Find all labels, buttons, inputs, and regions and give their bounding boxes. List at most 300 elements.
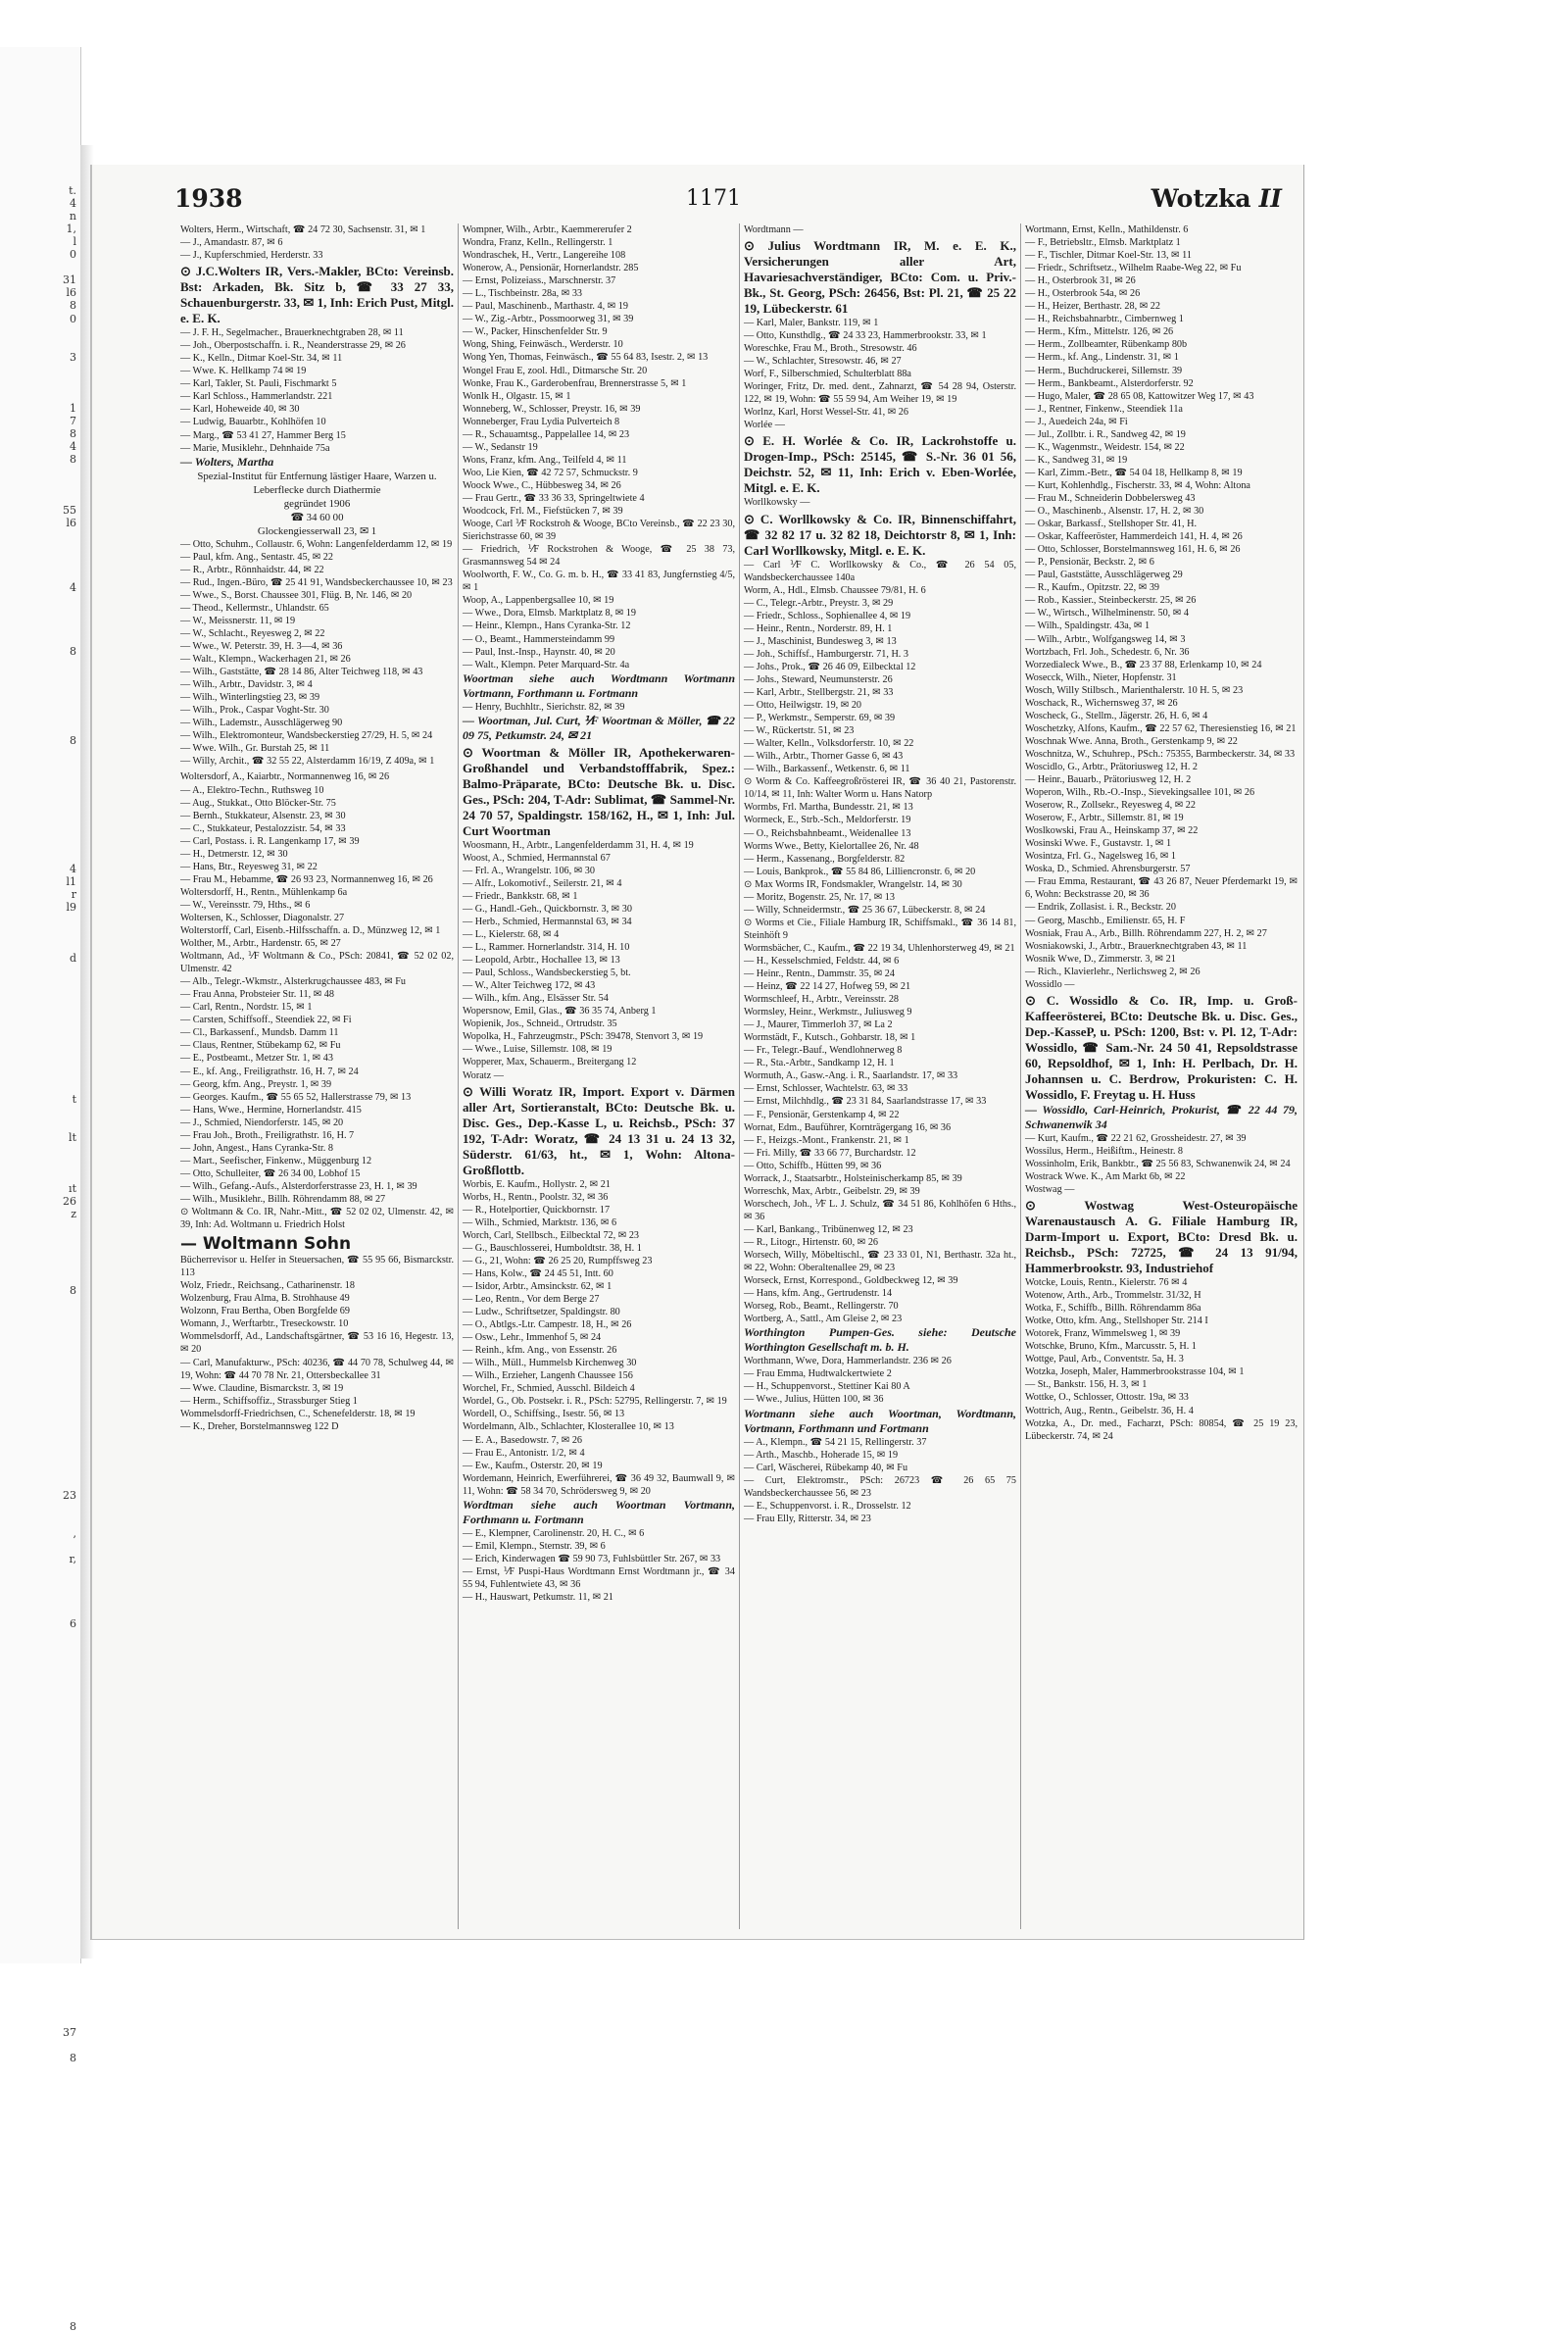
directory-entry: Woock Wwe., C., Hübbesweg 34, ✉ 26 <box>463 479 621 491</box>
directory-entry: — Willy, Archit., ☎ 32 55 22, Alsterdamm 16/19, Z 409a, ✉ 1 <box>180 756 435 768</box>
directory-entry: — A., Elektro-Techn., Ruthsweg 10 <box>180 784 324 796</box>
directory-entry: Woschnak Wwe. Anna, Broth., Gerstenkamp 9, ✉ 22 <box>1025 735 1238 747</box>
directory-entry: — Oskar, Kaffeeröster, Hammerdeich 141, H. 4, ✉ 26 <box>1025 531 1243 543</box>
previous-page-fragment: 8 <box>70 453 76 467</box>
directory-entry: — J., Maschinist, Bundesweg 3, ✉ 13 <box>744 635 897 647</box>
directory-entry: — Woltmann Sohn <box>180 1234 352 1255</box>
directory-entry: — W., Schlacht., Reyesweg 2, ✉ 22 <box>180 627 325 639</box>
directory-entry: ⊙ Wostwag West-Osteuropäische Warenaustausch A. G. Filiale Hamburg IR, Darm-Import u. Export, BCto: Dresd Bk. u. Reichsb., PSch: 72725, ☎ 24 13 91/94, Hammerbrookstr. 93, Industriehof <box>1025 1198 1298 1276</box>
previous-page-fragment: 8 <box>70 2320 76 2333</box>
directory-entry: Wortmann siehe auch Woortman, Wordtmann, Vortmann, Forthmann und Fortmann <box>744 1406 1016 1435</box>
directory-entry: — Walt., Klempn. Peter Marquard-Str. 4a <box>463 659 630 670</box>
directory-entry: — St., Bankstr. 156, H. 3, ✉ 1 <box>1025 1379 1148 1391</box>
directory-entry: — H., Schuppenvorst., Stettiner Kai 80 A <box>744 1381 910 1393</box>
directory-entry: Worzedialeck Wwe., B., ☎ 23 37 88, Erlenkamp 10, ✉ 24 <box>1025 659 1262 670</box>
directory-entry: — Karl, Takler, St. Pauli, Fischmarkt 5 <box>180 378 337 390</box>
directory-entry: — W., Alter Teichweg 172, ✉ 43 <box>463 980 596 992</box>
directory-entry: — Wilh., kfm. Ang., Elsässer Str. 54 <box>463 993 609 1005</box>
directory-entry: — Otto, Heilwigstr. 19, ✉ 20 <box>744 700 862 712</box>
directory-entry: ⊙ E. H. Worlée & Co. IR, Lackrohstoffe u. Drogen-Imp., PSch: 25145, ☎ S.-Nr. 36 01 56, Deichstr. 52, ✉ 11, Inh: Erich v. Eben-Worlée, Mitgl. e. E. K. <box>744 433 1016 496</box>
previous-page-fragment: z <box>71 1208 76 1220</box>
previous-page-fragment: 0 <box>70 312 76 325</box>
directory-entry: Wosinski Wwe. F., Gustavstr. 1, ✉ 1 <box>1025 838 1172 850</box>
directory-entry: — O., Maschinenb., Alsenstr. 17, H. 2, ✉ 30 <box>1025 506 1204 518</box>
directory-entry: Woltersdorf, A., Kaiarbtr., Normannenweg 16, ✉ 26 <box>180 771 390 783</box>
directory-entry: Wolther, M., Arbtr., Hardenstr. 65, ✉ 27 <box>180 938 341 950</box>
previous-page-fragment: 26 <box>63 1194 76 1208</box>
directory-entry: — C., Telegr.-Arbtr., Preystr. 3, ✉ 29 <box>744 597 894 609</box>
directory-entry: — Wwe., Julius, Hütten 100, ✉ 36 <box>744 1394 884 1406</box>
directory-entry: — H., Detmerstr. 12, ✉ 30 <box>180 848 288 860</box>
directory-entry: — Carl, Rentn., Nordstr. 15, ✉ 1 <box>180 1002 313 1014</box>
directory-entry: — E., Postbeamt., Metzer Str. 1, ✉ 43 <box>180 1053 333 1065</box>
directory-entry: — R., Arbtr., Rönnhaidstr. 44, ✉ 22 <box>180 564 324 575</box>
directory-entry: — Woortman, Jul. Curt, ⅟F Woortman & Möller, ☎ 22 09 75, Petkumstr. 24, ✉ 21 <box>463 713 735 742</box>
directory-entry: Wottge, Paul, Arb., Conventstr. 5a, H. 3 <box>1025 1354 1184 1365</box>
directory-entry: — Otto, Schulleiter, ☎ 26 34 00, Lobhof 15 <box>180 1167 361 1179</box>
directory-entry: — Bernh., Stukkateur, Alsenstr. 23, ✉ 30 <box>180 810 346 821</box>
directory-entry: — Frau Joh., Broth., Freiligrathstr. 16, H. 7 <box>180 1129 355 1141</box>
directory-entry: ⊙ C. Worllkowsky & Co. IR, Binnenschiffahrt, ☎ 32 82 17 u. 32 82 18, Deichtorstr 8, ✉ 1, Inh: Carl Worllkowsky, Mitgl. e. E. K. <box>744 511 1016 558</box>
directory-entry: — Ernst, Schlosser, Wachtelstr. 63, ✉ 33 <box>744 1083 908 1095</box>
directory-entry: — Herm., Bankbeamt., Alsterdorferstr. 92 <box>1025 377 1194 389</box>
directory-entry: — Karl Schloss., Hammerlandstr. 221 <box>180 391 333 403</box>
previous-page-fragment: r, <box>69 1553 76 1566</box>
directory-entry: Wotke, Otto, kfm. Ang., Stellshoper Str. 214 I <box>1025 1315 1208 1327</box>
directory-entry: Wordel, G., Ob. Postsekr. i. R., PSch: 52795, Rellingerstr. 7, ✉ 19 <box>463 1396 727 1408</box>
previous-page-fragment: 1, <box>66 223 76 236</box>
previous-page-fragment: 6 <box>70 1616 76 1630</box>
directory-entry: — Wwe., Luise, Sillemstr. 108, ✉ 19 <box>463 1044 612 1056</box>
directory-entry: — Wilh., Gaststätte, ☎ 28 14 86, Alter Teichweg 118, ✉ 43 <box>180 667 423 678</box>
previous-page-fragment: t. <box>69 184 76 197</box>
directory-entry: — Leopold, Arbtr., Hochallee 13, ✉ 13 <box>463 955 620 967</box>
directory-entry: Worsech, Willy, Möbeltischl., ☎ 23 33 01, N1, Berthastr. 32a ht., ✉ 22, Wohn: Oberaltenallee 29, ✉ 23 <box>744 1250 1016 1274</box>
directory-entry: — H., Hauswart, Petkumstr. 11, ✉ 21 <box>463 1591 613 1603</box>
directory-entry: Wossinholm, Erik, Bankbtr., ☎ 25 56 83, Schwanenwik 24, ✉ 24 <box>1025 1158 1291 1169</box>
directory-entry: — Frau Anna, Probsteier Str. 11, ✉ 48 <box>180 989 334 1001</box>
directory-entry: — Walt., Klempn., Wackerhagen 21, ✉ 26 <box>180 654 351 666</box>
directory-entry: Bücherrevisor u. Helfer in Steuersachen, ☎ 55 95 66, Bismarckstr. 113 <box>180 1255 454 1279</box>
directory-entry: — Henry, Buchhltr., Sierichstr. 82, ✉ 39 <box>463 701 625 713</box>
previous-page-fragment: 4 <box>70 197 76 211</box>
directory-entry: Wommelsdorff-Friedrichsen, C., Schenefelderstr. 18, ✉ 19 <box>180 1408 416 1419</box>
directory-entry: Woop, A., Lappenbergsallee 10, ✉ 19 <box>463 595 614 607</box>
previous-page-fragment: 8 <box>70 426 76 440</box>
directory-entry: Wottke, O., Schlosser, Ottostr. 19a, ✉ 33 <box>1025 1392 1189 1404</box>
directory-entry: Wopersnow, Emil, Glas., ☎ 36 35 74, Anberg 1 <box>463 1006 657 1018</box>
directory-entry: — Hans, Btr., Reyesweg 31, ✉ 22 <box>180 861 318 872</box>
directory-entry: — W., Zig.-Arbtr., Possmoorweg 31, ✉ 39 <box>463 314 634 325</box>
directory-entry: Wortberg, A., Sattl., Am Gleise 2, ✉ 23 <box>744 1314 903 1325</box>
directory-entry: Woratz — <box>463 1069 504 1081</box>
directory-entry: Wondraschek, H., Vertr., Langereihe 108 <box>463 250 626 262</box>
directory-entry: — Hans, kfm. Ang., Gertrudenstr. 14 <box>744 1288 893 1300</box>
directory-entry: — Willy, Schneidermstr., ☎ 25 36 67, Lübeckerstr. 8, ✉ 24 <box>744 904 986 916</box>
previous-page-fragment: d <box>69 952 76 965</box>
previous-page-fragment: ıt <box>69 1181 76 1195</box>
directory-entry: — E., kf. Ang., Freiligrathstr. 16, H. 7, ✉ 24 <box>180 1066 359 1077</box>
directory-entry: — R., Hotelportier, Quickbornstr. 17 <box>463 1204 611 1216</box>
directory-entry: — R., Litogr., Hirtenstr. 60, ✉ 26 <box>744 1237 879 1248</box>
directory-entry: — Arth., Maschb., Hoherade 15, ✉ 19 <box>744 1449 899 1461</box>
directory-entry: Woolworth, F. W., Co. G. m. b. H., ☎ 33 41 83, Jungfernstieg 4/5, ✉ 1 <box>463 570 735 594</box>
directory-entry: ⊙ Woltmann & Co. IR, Nahr.-Mitt., ☎ 52 02 02, Ulmenstr. 42, ✉ 39, Inh: Ad. Woltmann u. Friedrich Holst <box>180 1207 454 1231</box>
directory-entry: — Heinr., Rentn., Norderstr. 89, H. 1 <box>744 622 893 634</box>
directory-entry: — C., Stukkateur, Pestalozzistr. 54, ✉ 33 <box>180 822 346 834</box>
directory-entry: — J. F. H., Segelmacher., Brauerknechtgraben 28, ✉ 11 <box>180 327 404 339</box>
directory-entry: — Kurt, Kohlenhdlg., Fischerstr. 33, ✉ 4, Wohn: Altona <box>1025 479 1250 491</box>
directory-entry: — Carl, Postass. i. R. Langenkamp 17, ✉ 39 <box>180 835 360 847</box>
directory-entry: Wordemann, Heinrich, Ewerführerei, ☎ 36 49 32, Baumwall 9, ✉ 11, Wohn: ☎ 58 34 70, Schrödersweg 9, ✉ 20 <box>463 1472 735 1497</box>
directory-entry: Wormsbächer, C., Kaufm., ☎ 22 19 34, Uhlenhorsterweg 49, ✉ 21 <box>744 942 1015 954</box>
previous-page-fragment: l9 <box>66 900 76 914</box>
directory-entry: — E. A., Basedowstr. 7, ✉ 26 <box>463 1434 583 1446</box>
directory-entry: Worreschk, Max, Arbtr., Geibelstr. 29, ✉ 39 <box>744 1185 920 1197</box>
page-header <box>92 178 1303 213</box>
directory-entry: Worbis, E. Kaufm., Hollystr. 2, ✉ 21 <box>463 1178 611 1190</box>
directory-entry: Worm, A., Hdl., Elmsb. Chaussee 79/81, H. 6 <box>744 584 926 596</box>
page-number: 1171 <box>686 186 741 211</box>
directory-entry: — Marg., ☎ 53 41 27, Hammer Berg 15 <box>180 429 346 441</box>
directory-entry: Wopienik, Jos., Schneid., Ortrudstr. 35 <box>463 1018 617 1030</box>
directory-entry: — Otto, Kunsthdlg., ☎ 24 33 23, Hammerbrookstr. 33, ✉ 1 <box>744 330 987 342</box>
directory-entry: — Kurt, Kaufm., ☎ 22 21 62, Grossheidestr. 27, ✉ 39 <box>1025 1132 1247 1144</box>
directory-entry: Wosnik Wwe, D., Zimmerstr. 3, ✉ 21 <box>1025 953 1176 965</box>
directory-entry: — R., Schauamtsg., Pappelallee 14, ✉ 23 <box>463 428 630 440</box>
directory-entry: — A., Klempn., ☎ 54 21 15, Rellingerstr. 37 <box>744 1436 927 1448</box>
directory-entry: — Wilh., Müll., Hummelsb Kirchenweg 30 <box>463 1358 637 1369</box>
previous-page-fragment: 1 <box>70 401 76 415</box>
previous-page-fragment: 4 <box>70 440 76 453</box>
directory-entry: — R., Sta.-Arbtr., Sandkamp 12, H. 1 <box>744 1058 895 1069</box>
range-name: Wotzka <box>1151 184 1251 213</box>
directory-entry: — P., Werkmstr., Semperstr. 69, ✉ 39 <box>744 713 896 724</box>
directory-entry: Woltmann, Ad., ⅟F Woltmann & Co., PSch: 20841, ☎ 52 02 02, Ulmenstr. 42 <box>180 951 454 975</box>
directory-entry: — H., Heizer, Berthastr. 28, ✉ 22 <box>1025 301 1160 313</box>
directory-entry: Wormbs, Frl. Martha, Bundesstr. 21, ✉ 13 <box>744 802 913 814</box>
previous-page-fragment: 7 <box>70 414 76 427</box>
directory-entry: ☎ 34 60 00 <box>290 511 344 523</box>
directory-entry: — G., Handl.-Geh., Quickbornstr. 3, ✉ 30 <box>463 903 632 915</box>
directory-entry: — Paul, Schloss., Wandsbeckerstieg 5, bt. <box>463 968 631 979</box>
directory-entry: — Wwe. Wilh., Gr. Burstah 25, ✉ 11 <box>180 743 330 755</box>
directory-entry: — Osw., Lehr., Immenhof 5, ✉ 24 <box>463 1332 602 1344</box>
directory-entry: — Hugo, Maler, ☎ 28 65 08, Kattowitzer Weg 17, ✉ 43 <box>1025 390 1254 402</box>
directory-entry: — Cl., Barkassenf., Mundsb. Damm 11 <box>180 1027 339 1039</box>
directory-entry: — Herb., Schmied, Hermannstal 63, ✉ 34 <box>463 916 632 927</box>
directory-entry: — K., Dreher, Borstelmannsweg 122 D <box>180 1420 339 1432</box>
directory-entry: — Frau E., Antonistr. 1/2, ✉ 4 <box>463 1447 585 1459</box>
directory-entry: Woperon, Wilh., Rb.-O.-Insp., Sievekingsallee 101, ✉ 26 <box>1025 787 1255 799</box>
previous-page-fragment: l1 <box>66 874 76 888</box>
directory-entry: — F., Tischler, Ditmar Koel-Str. 13, ✉ 11 <box>1025 250 1192 262</box>
directory-entry: — K., Wagenmstr., Weidestr. 154, ✉ 22 <box>1025 441 1185 453</box>
directory-entry: Wosecck, Wilh., Nieter, Hopfenstr. 31 <box>1025 671 1177 683</box>
directory-entry: — Georg, Maschb., Emilienstr. 65, H. F <box>1025 915 1186 926</box>
directory-entry: Wonlk H., Olgastr. 15, ✉ 1 <box>463 390 571 402</box>
directory-entry: — Frau Gertr., ☎ 33 36 33, Springeltwiete 4 <box>463 492 645 504</box>
directory-entry: Wordtman siehe auch Woortman Vortmann, Forthmann u. Fortmann <box>463 1497 735 1526</box>
directory-entry: Worllkowsky — <box>744 497 810 509</box>
directory-entry: Wotka, F., Schiffb., Billh. Röhrendamm 86a <box>1025 1303 1201 1315</box>
directory-entry: Wotorek, Franz, Wimmelsweg 1, ✉ 39 <box>1025 1328 1181 1340</box>
directory-entry: — Friedr., Schriftsetz., Wilhelm Raabe-Weg 22, ✉ Fu <box>1025 263 1242 274</box>
directory-entry: — Carl, Manufakturw., PSch: 40236, ☎ 44 70 78, Schulweg 44, ✉ 19, Wohn: ☎ 44 70 78 Nr. 21, Ottersbeckallee 31 <box>180 1357 454 1381</box>
directory-entry: — Wilh., Spaldingstr. 43a, ✉ 1 <box>1025 620 1151 632</box>
directory-entry: — Frau Elly, Ritterstr. 34, ✉ 23 <box>744 1513 871 1524</box>
directory-entry: — P., Pensionär, Beckstr. 2, ✉ 6 <box>1025 557 1154 569</box>
column-4 <box>1020 223 1301 1929</box>
directory-entry: ⊙ Worm & Co. Kaffeegroßrösterei IR, ☎ 36 40 21, Pastorenstr. 10/14, ✉ 11, Inh: Walter Worm u. Hans Natorp <box>744 776 1016 801</box>
directory-entry: — W., Schlachter, Stresowstr. 46, ✉ 27 <box>744 356 902 368</box>
directory-entry: — Wilh., Arbtr., Wolfgangsweg 14, ✉ 3 <box>1025 633 1186 645</box>
directory-entry: Wolzenburg, Frau Alma, B. Strohhause 49 <box>180 1293 350 1305</box>
directory-entry: — Wilh., Arbtr., Thorner Gasse 6, ✉ 43 <box>744 751 904 763</box>
directory-entry: — Heinr., Klempn., Hans Cyranka-Str. 12 <box>463 620 631 632</box>
directory-entry: — O., Abtlgs.-Ltr. Campestr. 18, H., ✉ 26 <box>463 1319 632 1331</box>
directory-entry: — Wolters, Martha <box>180 454 274 469</box>
directory-entry: — Paul, Maschinenb., Marthastr. 4, ✉ 19 <box>463 301 628 313</box>
directory-entry: — Georg, kfm. Ang., Preystr. 1, ✉ 39 <box>180 1078 332 1090</box>
directory-entry: Wongel Frau E, zool. Hdl., Ditmarsche Str. 20 <box>463 365 648 376</box>
directory-entry: — Moritz, Bogenstr. 25, Nr. 17, ✉ 13 <box>744 891 895 903</box>
column-1 <box>176 223 458 1929</box>
directory-entry: Wotenow, Arth., Arb., Trommelstr. 31/32, H <box>1025 1290 1201 1302</box>
directory-entry: — Fr., Telegr.-Bauf., Wendlohnerweg 8 <box>744 1045 903 1057</box>
directory-entry: Wormsley, Heinr., Werkmstr., Juliusweg 9 <box>744 1007 912 1018</box>
directory-entry: Wostwag — <box>1025 1184 1075 1195</box>
directory-entry: Womann, J., Werftarbtr., Treseckowstr. 10 <box>180 1318 349 1330</box>
directory-entry: — Wwe. K. Hellkamp 74 ✉ 19 <box>180 366 307 377</box>
directory-entry: — Otto, Schlosser, Borstelmannsweg 161, H. 6, ✉ 26 <box>1025 544 1241 556</box>
directory-entry: — G., 21, Wohn: ☎ 26 25 20, Rumpffsweg 23 <box>463 1255 653 1266</box>
directory-entry: — Carl, Wäscherei, Rübekamp 40, ✉ Fu <box>744 1462 908 1473</box>
directory-entry: — Oskar, Barkassf., Stellshoper Str. 41, H. <box>1025 519 1198 530</box>
directory-entry: Woska, D., Schmied. Ahrensburgerstr. 57 <box>1025 864 1191 875</box>
directory-entry: ⊙ Julius Wordtmann IR, M. e. E. K., Versicherungen aller Art, Havariesachverständiger, BCto: Com. u. Priv.-Bk., St. Georg, PSch: 26456, Bst: Pl. 21, ☎ 25 22 19, Lübeckerstr. 61 <box>744 238 1016 317</box>
directory-entry: Wooge, Carl ⅟F Rockstroh & Wooge, BCto Vereinsb., ☎ 22 23 30, Sierichstrasse 60, ✉ 39 <box>463 519 735 543</box>
directory-entry: — Ernst, Milchhdlg., ☎ 23 31 84, Saarlandstrasse 17, ✉ 33 <box>744 1096 987 1108</box>
directory-entry: Woortman siehe auch Wordtmann Wortmann Vortmann, Forthmann u. Fortmann <box>463 670 735 700</box>
directory-entry: — Paul, Gaststätte, Ausschlägerweg 29 <box>1025 570 1183 581</box>
directory-entry: Wolters, Herm., Wirtschaft, ☎ 24 72 30, Sachsenstr. 31, ✉ 1 <box>180 224 426 235</box>
directory-page <box>90 165 1304 1940</box>
previous-page-fragment: 0 <box>70 248 76 262</box>
directory-entry: — Reinh., kfm. Ang., von Essenstr. 26 <box>463 1345 617 1357</box>
directory-entry: Wotzka, A., Dr. med., Facharzt, PSch: 80854, ☎ 25 19 23, Lübeckerstr. 74, ✉ 24 <box>1025 1417 1298 1442</box>
directory-entry: Woslkowski, Frau A., Heinskamp 37, ✉ 22 <box>1025 825 1199 837</box>
previous-page-fragment: r <box>71 887 76 901</box>
directory-entry: Wossilus, Herm., Heißiftm., Heinestr. 8 <box>1025 1145 1184 1157</box>
directory-entry: — Theod., Kellermstr., Uhlandstr. 65 <box>180 602 329 614</box>
directory-entry: — J., Maurer, Timmerloh 37, ✉ La 2 <box>744 1019 893 1031</box>
directory-entry: — Karl, Arbtr., Stellbergstr. 21, ✉ 33 <box>744 686 894 698</box>
directory-entry: — Jul., Zollbtr. i. R., Sandweg 42, ✉ 19 <box>1025 428 1186 440</box>
directory-entry: — Friedrich, ⅟F Rockstrohen & Wooge, ☎ 25 38 73, Grasmannsweg 54 ✉ 24 <box>463 544 735 569</box>
directory-entry: Wosniak, Frau A., Arb., Billh. Röhrendamm 227, H. 2, ✉ 27 <box>1025 927 1267 939</box>
directory-entry: — Rich., Klavierlehr., Nerlichsweg 2, ✉ 26 <box>1025 966 1200 977</box>
previous-page-fragment: 31 <box>63 273 76 287</box>
previous-page-fragment: n <box>69 210 76 223</box>
directory-entry: — Frau M., Schneiderin Dobbelersweg 43 <box>1025 492 1196 504</box>
directory-entry: — F., Heizgs.-Mont., Frankenstr. 21, ✉ 1 <box>744 1134 909 1146</box>
directory-entry: — Wilh., Erzieher, Langenh Chaussee 156 <box>463 1370 633 1382</box>
previous-page-fragment: 8 <box>70 299 76 313</box>
directory-entry: Spezial-Institut für Entfernung lästiger Haare, Warzen u. Leberflecke durch Diathermie <box>197 470 437 496</box>
directory-entry: — Alfr., Lokomotivf., Seilerstr. 21, ✉ 4 <box>463 877 622 889</box>
directory-entry: — Mart., Seefischer, Finkenw., Müggenburg 12 <box>180 1155 372 1166</box>
directory-entry: — Hans, Kolw., ☎ 24 45 51, Intt. 60 <box>463 1267 613 1279</box>
directory-entry: Woreschke, Frau M., Broth., Stresowstr. 46 <box>744 343 917 355</box>
directory-entry: — W., Sedanstr 19 <box>463 441 538 453</box>
directory-entry: ⊙ Max Worms IR, Fondsmakler, Wrangelstr. 14, ✉ 30 <box>744 878 962 890</box>
directory-entry: — Heinr., Bauarb., Prätoriusweg 12, H. 2 <box>1025 774 1192 786</box>
directory-entry: Wolterstorff, Carl, Eisenb.-Hilfsschaffn. a. D., Münzweg 12, ✉ 1 <box>180 925 441 937</box>
directory-entry: — Wilh., Elektromonteur, Wandsbeckerstieg 27/29, H. 5, ✉ 24 <box>180 730 433 742</box>
directory-entry: Wosniakowski, J., Arbtr., Brauerknechtgraben 43, ✉ 11 <box>1025 940 1248 952</box>
directory-entry: Worch, Carl, Stellbsch., Eilbecktal 72, ✉ 23 <box>463 1229 640 1241</box>
directory-entry: ⊙ C. Wossidlo & Co. IR, Imp. u. Groß-Kaffeerösterei, BCto: Deutsche Bk. u. Disc. Ges., Dep.-KasseP, u. PSch: 1200, Bst: v. Pl. 12, T-Adr: Wossidlo, ☎ Sam.-Nr. 24 50 41, Repsoldstrasse 60, Repsoldhof, ✉ 1, Inh: H. Perlbach, Dr. H. Johannsen u. C. Berdrow, Prokuristen: C. H. Wossidlo, F. Freytag u. H. Huss <box>1025 992 1298 1102</box>
directory-entry: Wonerow, A., Pensionär, Hornerlandstr. 285 <box>463 263 639 274</box>
directory-entry: Wottrich, Aug., Rentn., Geibelstr. 36, H. 4 <box>1025 1405 1194 1416</box>
directory-entry: — Friedr., Bankkstr. 68, ✉ 1 <box>463 890 578 902</box>
directory-entry: — J., Rentner, Finkenw., Steendiek 11a <box>1025 403 1183 415</box>
directory-entry: — Wwe., S., Borst. Chaussee 301, Flüg. B, Nr. 146, ✉ 20 <box>180 589 413 601</box>
directory-entry: — J., Kupferschmied, Herderstr. 33 <box>180 250 323 262</box>
directory-entry: Woserow, R., Zollsekr., Reyesweg 4, ✉ 22 <box>1025 800 1196 812</box>
directory-entry: Woscheck, G., Stellm., Jägerstr. 26, H. 6, ✉ 4 <box>1025 710 1208 721</box>
directory-entry: — E., Klempner, Carolinenstr. 20, H. C., ✉ 6 <box>463 1527 645 1539</box>
directory-entry: Wordtmann — <box>744 224 804 235</box>
directory-entry: — Rud., Ingen.-Büro, ☎ 25 41 91, Wandsbeckerchaussee 10, ✉ 23 <box>180 576 453 588</box>
directory-entry: Worf, F., Silberschmied, Schulterblatt 88a <box>744 369 911 380</box>
directory-entry: — Claus, Rentner, Stübekamp 62, ✉ Fu <box>180 1040 341 1052</box>
directory-entry: Worthington Pumpen-Ges. siehe: Deutsche Worthington Gesellschaft m. b. H. <box>744 1325 1016 1355</box>
directory-entry: — H., Osterbrook 54a, ✉ 26 <box>1025 288 1141 300</box>
directory-entry: Wons, Franz, kfm. Ang., Teilfeld 4, ✉ 11 <box>463 454 627 466</box>
directory-entry: — Ludw., Schriftsetzer, Spaldingstr. 80 <box>463 1307 620 1318</box>
directory-entry: ⊙ Woortman & Möller IR, Apothekerwaren-Großhandel und Verbandstofffabrik, Spez.: Balmo-Präparate, BCto: Deutsche Bk. u. Disc. Ges., PSch: 204, T-Adr: Sublimat, ☎ Sammel-Nr. 24 70 57, Spaldingstr. 158/162, H., ✉ 1, Inh: Jul. Curt Woortman <box>463 744 735 838</box>
directory-entry: Wormstädt, F., Kutsch., Gohbarstr. 18, ✉ 1 <box>744 1032 916 1044</box>
directory-entry: Worthmann, Wwe, Dora, Hammerlandstr. 236 ✉ 26 <box>744 1356 952 1367</box>
column-2 <box>458 223 739 1929</box>
directory-entry: — Wilh., Barkassenf., Wetkenstr. 6, ✉ 11 <box>744 764 910 775</box>
entry-columns <box>176 223 1301 1929</box>
directory-entry: Wostrack Wwe. K., Am Markt 6b, ✉ 22 <box>1025 1170 1186 1182</box>
directory-entry: — Friedr., Schloss., Sophienallee 4, ✉ 19 <box>744 610 911 621</box>
directory-entry: — Herm., Kassenang., Borgfelderstr. 82 <box>744 853 906 865</box>
directory-entry: — Otto, Schuhm., Collaustr. 6, Wohn: Langenfelderdamm 12, ✉ 19 <box>180 538 453 550</box>
directory-entry: — Wwe., Dora, Elmsb. Marktplatz 8, ✉ 19 <box>463 608 636 620</box>
previous-page-fragment: 8 <box>70 1284 76 1298</box>
directory-entry: — J., Schmied, Niendorferstr. 145, ✉ 20 <box>180 1117 344 1128</box>
directory-entry: — Johs., Prok., ☎ 26 46 09, Eilbecktal 12 <box>744 661 916 672</box>
directory-entry: Wolzonn, Frau Bertha, Oben Borgfelde 69 <box>180 1306 350 1317</box>
directory-entry: ⊙ Willi Woratz IR, Import. Export v. Därmen aller Art, Sortieranstalt, BCto: Deutsche Bk. u. Disc. Ges., Dep.-Kasse L, u. Reichsb., PSch: 37 192, T-Adr: Woratz, ☎ 24 13 31 u. 24 13 32, Süderstr. 61/63, ht., ✉ 1, Wohn: Altona-Großflottb. <box>463 1083 735 1177</box>
directory-entry: — Erich, Kinderwagen ☎ 59 90 73, Fuhlsbüttler Str. 267, ✉ 33 <box>463 1553 721 1564</box>
directory-entry: Wondra, Franz, Kelln., Rellingerstr. 1 <box>463 237 613 249</box>
previous-page-fragment: , <box>73 1527 76 1541</box>
directory-entry: — Endrik, Zollasist. i. R., Beckstr. 20 <box>1025 902 1176 914</box>
directory-entry: — Carl ⅟F C. Worllkowsky & Co., ☎ 26 54 05, Wandsbeckerchaussee 140a <box>744 559 1016 583</box>
directory-entry: — Herm., Buchdruckerei, Sillemstr. 39 <box>1025 365 1183 376</box>
previous-page-fragment: 8 <box>70 644 76 658</box>
directory-entry: Worrack, J., Staatsarbtr., Holsteinischerkamp 85, ✉ 39 <box>744 1172 962 1184</box>
directory-entry: — Fri. Milly, ☎ 33 66 77, Burchardstr. 12 <box>744 1147 916 1159</box>
directory-entry: Worbs, H., Rentn., Poolstr. 32, ✉ 36 <box>463 1191 609 1203</box>
directory-entry: Wommelsdorff, Ad., Landschaftsgärtner, ☎ 53 16 16, Hegestr. 13, ✉ 20 <box>180 1331 454 1356</box>
directory-entry: Wotzka, Joseph, Maler, Hammerbrookstrasse 104, ✉ 1 <box>1025 1366 1245 1378</box>
directory-entry: — Frl. A., Wrangelstr. 106, ✉ 30 <box>463 865 595 876</box>
directory-entry: — W., Packer, Hinschenfelder Str. 9 <box>463 326 608 338</box>
directory-entry: — Herm., Kfm., Mittelstr. 126, ✉ 26 <box>1025 326 1174 338</box>
directory-entry: — Wilh., Arbtr., Davidstr. 3, ✉ 4 <box>180 679 313 691</box>
directory-entry: — Isidor, Arbtr., Amsinckstr. 62, ✉ 1 <box>463 1280 612 1292</box>
directory-entry: — Karl, Hoheweide 40, ✉ 30 <box>180 404 300 416</box>
directory-entry: — Joh., Schiffsf., Hamburgerstr. 71, H. 3 <box>744 648 908 660</box>
directory-entry: — H., Reichsbahnarbtr., Cimbernweg 1 <box>1025 314 1184 325</box>
directory-entry: — Frau M., Hebamme, ☎ 26 93 23, Normannenweg 16, ✉ 26 <box>180 873 433 885</box>
previous-page-fragment: l <box>73 235 76 249</box>
directory-entry: Wormuth, A., Gasw.-Ang. i. R., Saarlandstr. 17, ✉ 33 <box>744 1070 958 1082</box>
directory-entry: — K., Sandweg 31, ✉ 19 <box>1025 454 1128 466</box>
directory-entry: — F., Betriebsltr., Elmsb. Marktplatz 1 <box>1025 237 1181 249</box>
directory-entry: Wosch, Willy Stilbsch., Marienthalerstr. 10 H. 5, ✉ 23 <box>1025 684 1244 696</box>
directory-entry: — H., Kesselschmied, Feldstr. 44, ✉ 6 <box>744 955 900 967</box>
directory-entry: Wopolka, H., Fahrzeugmstr., PSch: 39478, Stenvort 3, ✉ 19 <box>463 1031 704 1043</box>
previous-page-fragment: 37 <box>63 2026 76 2040</box>
directory-entry: Woltersen, K., Schlosser, Diagonalstr. 27 <box>180 912 345 923</box>
previous-page-fragment: t <box>72 1092 76 1106</box>
directory-entry: Glockengiesserwall 23, ✉ 1 <box>257 524 377 537</box>
directory-entry: Wormschleef, H., Arbtr., Vereinsstr. 28 <box>744 994 900 1006</box>
directory-entry: — Aug., Stukkat., Otto Blöcker-Str. 75 <box>180 797 336 809</box>
directory-entry: — H., Osterbrook 31, ✉ 26 <box>1025 275 1136 287</box>
directory-entry: — F., Pensionär, Gerstenkamp 4, ✉ 22 <box>744 1109 900 1120</box>
previous-page-fragment: 3 <box>70 350 76 364</box>
directory-entry: — K., Kelln., Ditmar Koel-Str. 34, ✉ 11 <box>180 353 343 365</box>
directory-entry: — W., Rückertstr. 51, ✉ 23 <box>744 725 855 737</box>
directory-entry: — W., Vereinsstr. 79, Hths., ✉ 6 <box>180 899 311 911</box>
directory-entry: Wonneberger, Frau Lydia Pulverteich 8 <box>463 416 620 427</box>
directory-entry: Worms Wwe., Betty, Kielortallee 26, Nr. 48 <box>744 840 919 852</box>
directory-entry: Worlnz, Karl, Horst Wessel-Str. 41, ✉ 26 <box>744 407 908 419</box>
directory-entry: — Frau Emma, Hudtwalckertwiete 2 <box>744 1368 892 1380</box>
directory-entry: Woost, A., Schmied, Hermannstal 67 <box>463 852 611 864</box>
directory-entry: Woltersdorff, H., Rentn., Mühlenkamp 6a <box>180 886 348 898</box>
column-3 <box>739 223 1020 1929</box>
directory-entry: — Marie, Musiklehr., Dehnhaide 75a <box>180 442 330 454</box>
directory-entry: — E., Schuppenvorst. i. R., Drosselstr. 12 <box>744 1500 911 1512</box>
directory-entry: — Wwe., W. Peterstr. 39, H. 3—4, ✉ 36 <box>180 640 343 652</box>
name-range-label <box>1152 184 1282 213</box>
directory-entry: — Frau Emma, Restaurant, ☎ 43 26 87, Neuer Pferdemarkt 19, ✉ 6, Wohn: Beckstrasse 20, ✉ 36 <box>1025 876 1298 901</box>
directory-entry: — John, Angest., Hans Cyranka-Str. 8 <box>180 1142 333 1154</box>
previous-page-fragment: 55 <box>63 504 76 518</box>
directory-entry: Woringer, Fritz, Dr. med. dent., Zahnarzt, ☎ 54 28 94, Osterstr. 122, ✉ 19, Wohn: ☎ 55 59 94, Am Weiher 19, ✉ 19 <box>744 381 1016 406</box>
directory-entry: Wossidlo — <box>1025 978 1075 990</box>
year-label: 1938 <box>174 184 243 213</box>
directory-entry: Woo, Lie Kien, ☎ 42 72 57, Schmuckstr. 9 <box>463 467 638 478</box>
directory-entry: — Herm., Schiffsoffiz., Strassburger Stieg 1 <box>180 1395 358 1407</box>
directory-entry: — Joh., Oberpostschaffn. i. R., Neanderstrasse 29, ✉ 26 <box>180 340 406 352</box>
directory-entry: — Wwe. Claudine, Bismarckstr. 3, ✉ 19 <box>180 1382 344 1394</box>
directory-entry: — L., Tischbeinstr. 28a, ✉ 33 <box>463 288 583 300</box>
directory-entry: — W., Wirtsch., Wilhelminenstr. 50, ✉ 4 <box>1025 608 1189 620</box>
directory-entry: Worseck, Ernst, Korrespond., Goldbeckweg 12, ✉ 39 <box>744 1275 958 1287</box>
directory-entry: Wordell, O., Schiffsing., Isestr. 56, ✉ 13 <box>463 1409 625 1420</box>
